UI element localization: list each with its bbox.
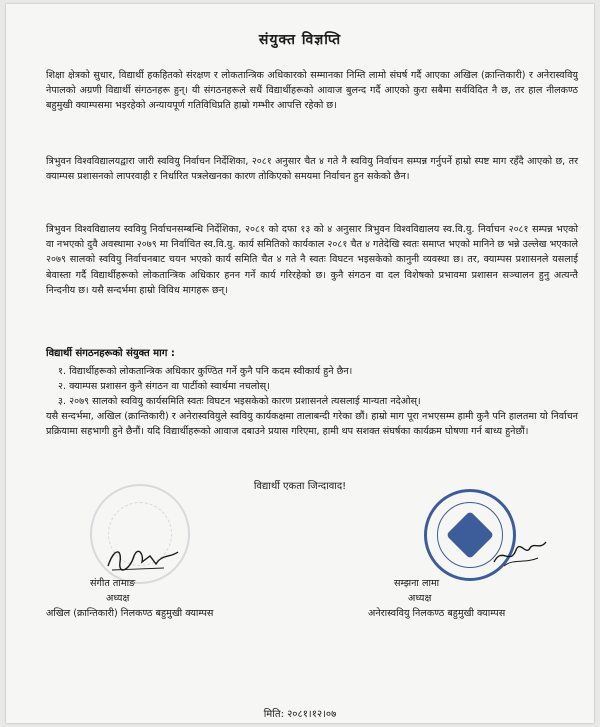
signer-role: अध्यक्ष (408, 593, 432, 604)
demands-heading: विद्यार्थी संगठनहरूको संयुक्त माग : (46, 348, 175, 359)
demands-list (58, 364, 578, 410)
paragraph-closing: यसै सन्दर्भमा, अखिल (क्रान्तिकारी) र अनेरास्ववियुले स्ववियु कार्यकक्षमा तालाबन्दी गरेका छौं। हाम्रो माग पूरा नभएसम्म हामी कुनै पनि हालतमा यो निर्वाचन प्रक्रियामा सहभागी हुने छैनौं। यदि विद्यार्थीहरूको आवाज दबाउने प्रयास गरिएमा, हामी थप सशक्त संघर्षका कार्यक्रम घोषणा गर्न बाध्य हुनेछौं। (46, 411, 578, 438)
signer-name: सम्झना लामा (394, 578, 440, 589)
demand-item: १. विद्यार्थीहरूको लोकतान्त्रिक अधिकार कुण्ठित गर्ने कुनै पनि कदम स्वीकार्य हुने छैन। (58, 366, 353, 377)
signer-left (46, 576, 306, 621)
signer-role: अध्यक्ष (106, 593, 130, 604)
paragraph-intro: शिक्षा क्षेत्रको सुधार, विद्यार्थी हकहितको संरक्षण र लोकतान्त्रिक अधिकारको सम्मानका निम्ति लामो संघर्ष गर्दै आएका अखिल (क्रान्तिकारी) र अनेरास्ववियु नेपालको अग्रणी विद्यार्थी संगठनहरू हुन्। यी संगठनहरूले सधैं विद्यार्थीहरूको आवाज बुलन्द गर्दै आएको कुरा सबैमा सर्वविदित नै छ, तर हाल नीलकण्ठ बहुमुखी क्याम्पसमा भइरहेको अन्यायपूर्ण गतिविधिप्रति हाम्रो गम्भीर आपत्ति रहेको छ। (46, 70, 578, 112)
paragraph-election-directive: त्रिभुवन विश्वविद्यालयद्वारा जारी स्ववियु निर्वाचन निर्देशिका, २०८१ अनुसार चैत ४ गते नै स्ववियु निर्वाचन सम्पन्न गर्नुपर्ने हाम्रो स्पष्ट माग रहँदै आएको छ, तर क्याम्पस प्रशासनको लापरवाही र निर्धारित पत्रलेखनका कारण तोकिएको समयमा निर्वाचन हुन सकेको छैन। (46, 156, 578, 183)
signer-right (368, 576, 600, 621)
demand-item: ३. २०७९ सालको स्ववियु कार्यसमिति स्वतः विघटन भइसकेको कारण प्रशासनले त्यसलाई मान्यता नदेओस्। (58, 396, 421, 408)
paragraph-legal-provision: त्रिभुवन विश्वविद्यालय स्ववियु निर्वाचनसम्बन्धि निर्देशिका, २०८१ को दफा १३ को ४ अनुसार त्रिभुवन विश्वविद्यालय स्व.वि.यु. निर्वाचन २०८१ सम्पन्न भएको वा नभएको दुवै अवस्थामा २०७९ मा निर्वाचित स्व.वि.यु. कार्य समितिको कार्यकाल २०८१ चैत ४ गतेदेखि स्वतः समाप्त भएको मानिने छ भन्ने उल्लेख भएकाले २०७९ सालको स्ववियु निर्वाचनबाट चयन भएको कार्य समिति चैत ४ गते नै स्वतः विघटन भइसकेको कानुनी व्यवस्था छ। तर, क्याम्पस प्रशासनले यसलाई बेवास्ता गर्दै विद्यार्थीहरूको लोकतान्त्रिक अधिकार हनन गर्ने कार्य गरिरहेको छ। कुनै संगठन वा दल विशेषको प्रभावमा प्रशासन सञ्चालन हुनु अत्यन्तै निन्दनीय छ। यसै सन्दर्भमा हाम्रो विविध मागहरू छन्। (46, 224, 578, 296)
signature-right (490, 536, 550, 570)
signer-name: संगीत तामाङ (90, 578, 136, 589)
signer-organization: अखिल (क्रान्तिकारी) निलकण्ठ बहुमुखी क्याम्पस (46, 608, 214, 619)
document-date: मिति: २०८१।१२।०७ (263, 709, 337, 720)
slogan: विद्यार्थी एकता जिन्दावाद! (253, 481, 347, 492)
document-page (6, 4, 594, 723)
seal-emblem-icon (446, 511, 494, 559)
document-title: संयुक्त विज्ञप्ति (258, 32, 342, 48)
signature-left (104, 544, 184, 574)
demand-item: २. क्याम्पस प्रशासन कुनै संगठन वा पार्टीको स्वार्थमा नचलोस्। (58, 381, 270, 393)
signer-organization: अनेरास्ववियु निलकण्ठ बहुमुखी क्याम्पस (368, 608, 506, 619)
